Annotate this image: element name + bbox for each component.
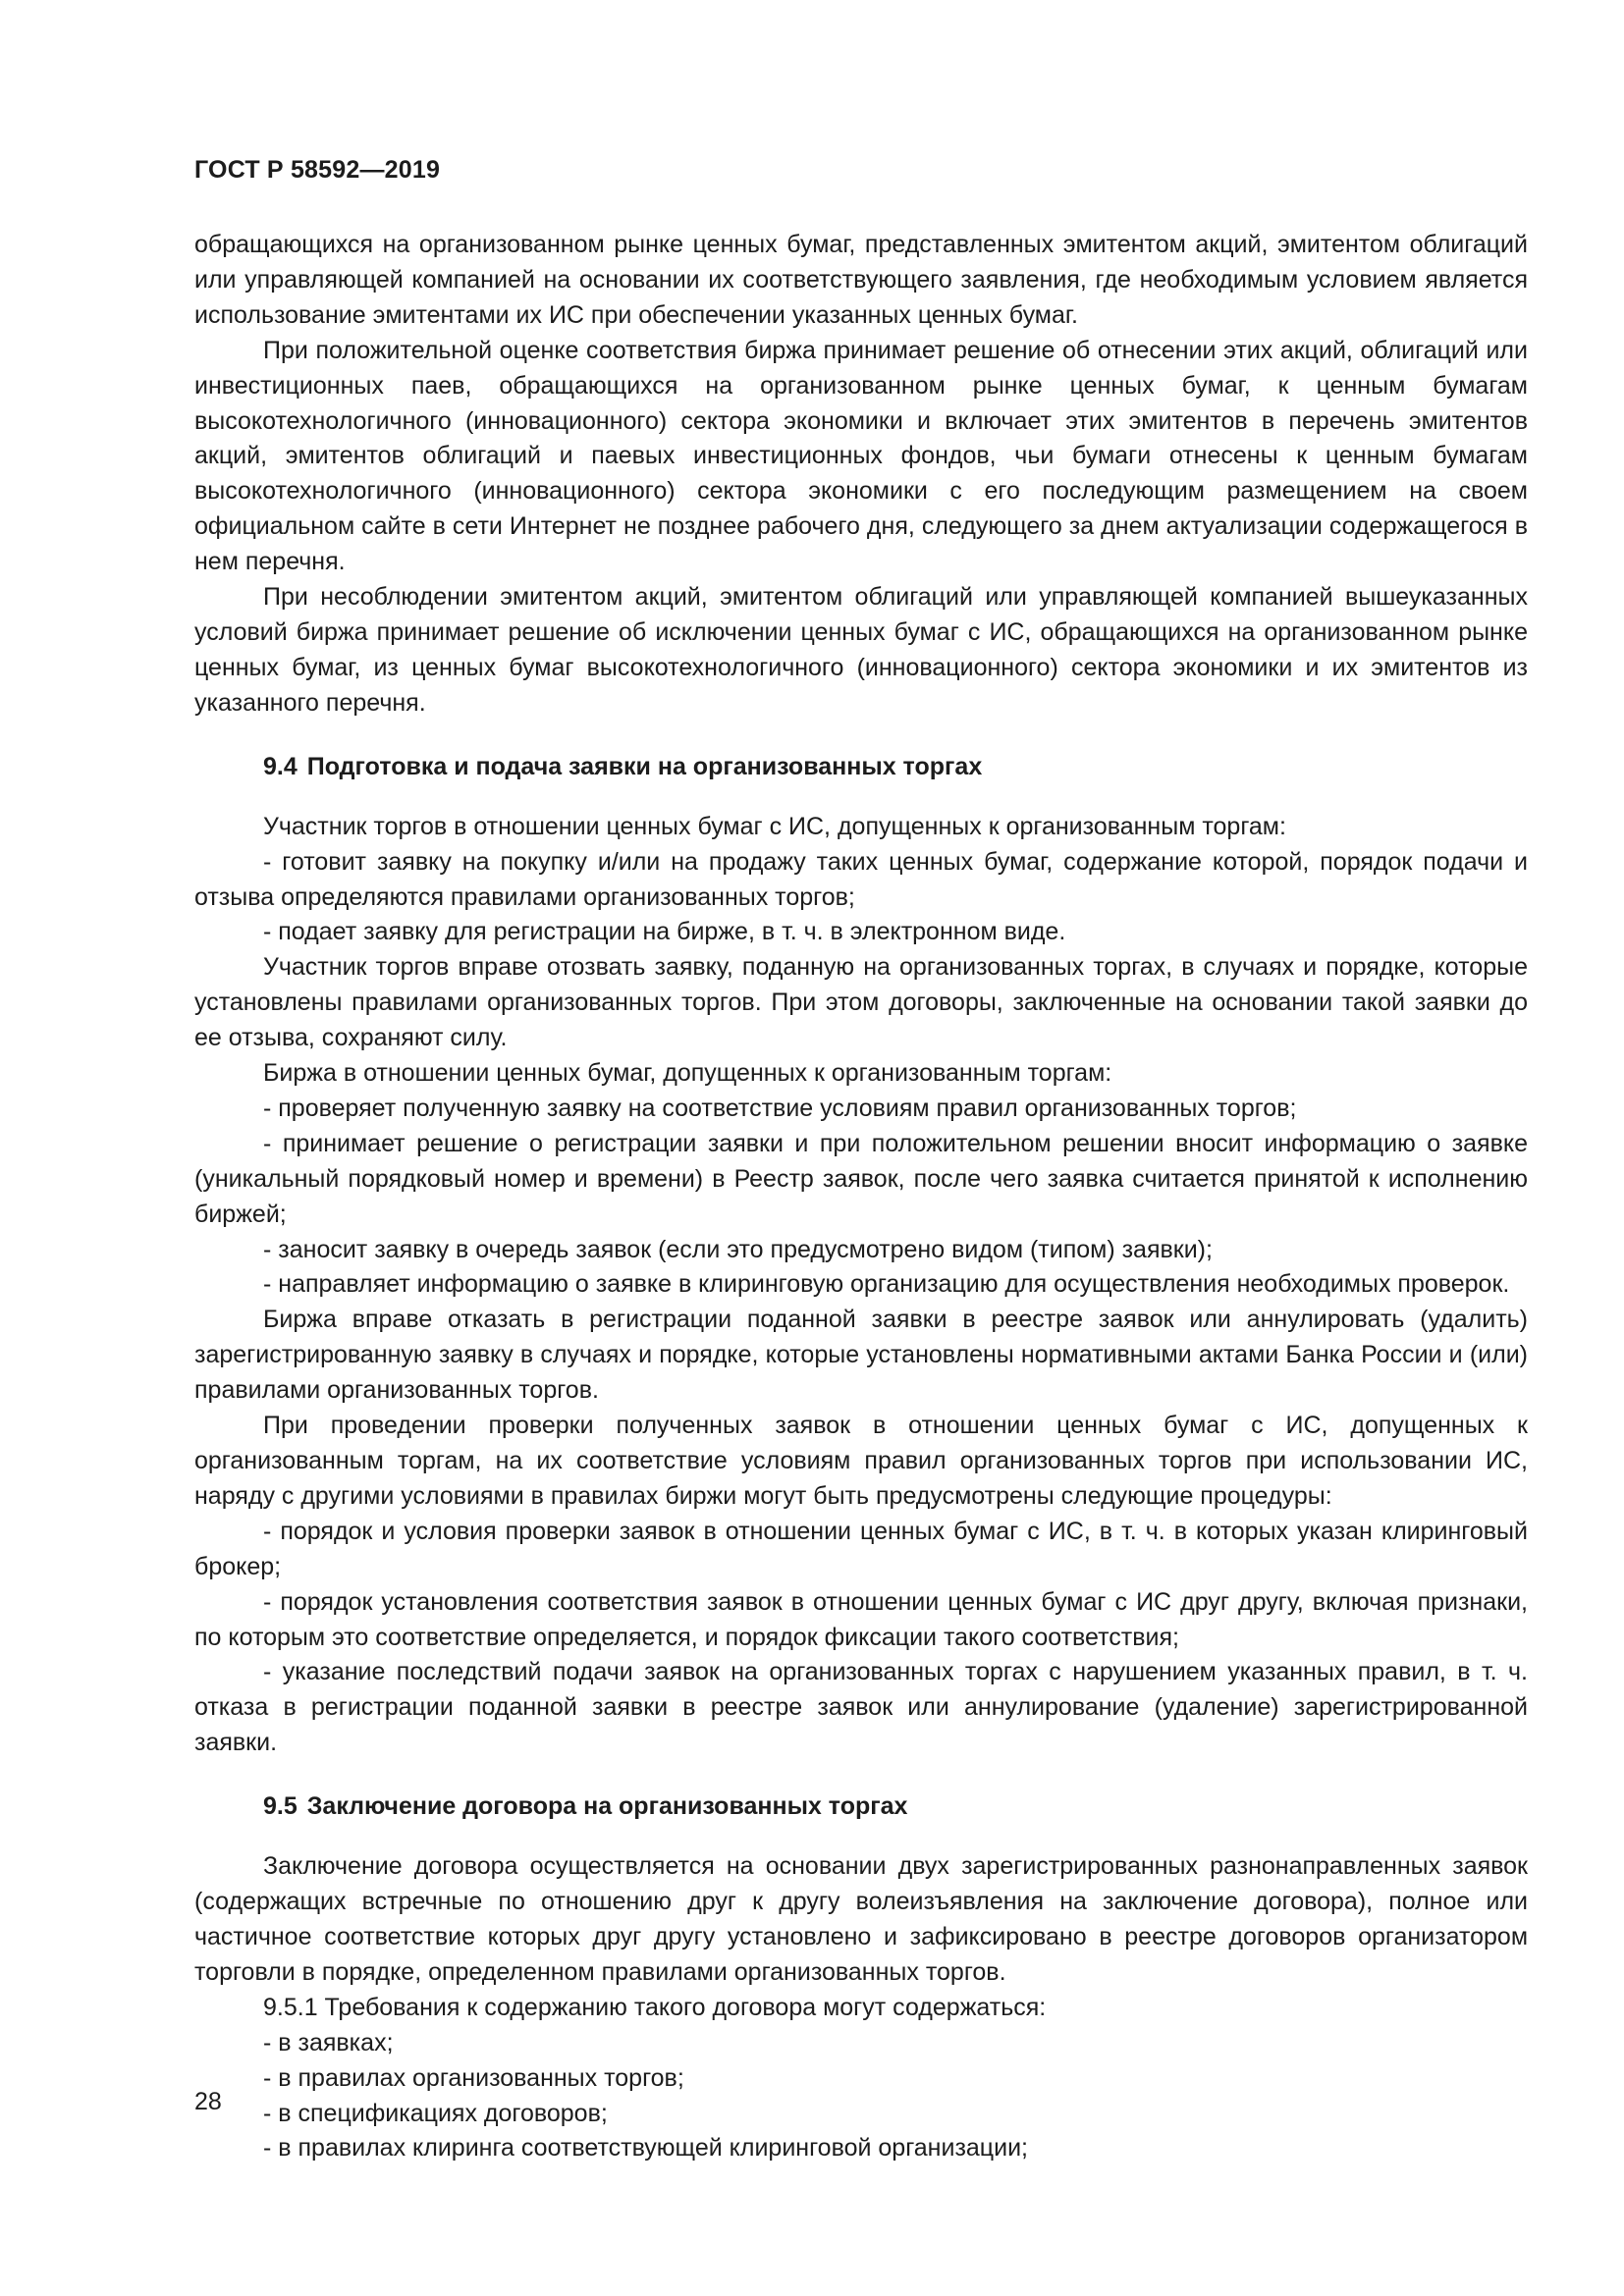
list-item: - направляет информацию о заявке в клиринговую организацию для осуществления необходимых проверок. — [263, 1270, 1510, 1299]
paragraph: Участник торгов вправе отозвать заявку, поданную на организованных торгах, в случаях и порядке, которые установлены правилами организованных торгов. При этом договоры, заключенные на основании такой заявки до ее отзыва, сохраняют силу. — [194, 953, 1528, 1052]
section-heading-9-5 — [194, 1789, 1528, 1824]
section-number: 9.5 — [263, 1792, 298, 1821]
list-item: - в спецификациях договоров; — [263, 2099, 608, 2127]
clause: 9.5.1 Требования к содержанию такого договора могут содержаться: — [263, 1993, 1047, 2021]
list-item: - проверяет полученную заявку на соответствие условиям правил организованных торгов; — [263, 1094, 1297, 1122]
section-number: 9.4 — [263, 752, 298, 780]
list-item: - готовит заявку на покупку и/или на продажу таких ценных бумаг, содержание которой, порядок подачи и отзыва определяются правилами организованных торгов; — [194, 847, 1528, 911]
list-item: - указание последствий подачи заявок на организованных торгах с нарушением указанных правил, в т. ч. отказа в регистрации поданной заявки в реестре заявок или аннулирование (удаление) зарегистрированной заявки. — [194, 1658, 1528, 1757]
document-page — [194, 0, 1528, 2296]
page-number: 28 — [194, 2088, 222, 2115]
list-item: - порядок установления соответствия заявок в отношении ценных бумаг с ИС друг другу, включая признаки, по которым это соответствие определяется, и порядок фиксации такого соответствия; — [194, 1587, 1528, 1651]
list-item: - заносит заявку в очередь заявок (если это предусмотрено видом (типом) заявки); — [263, 1235, 1213, 1263]
paragraph: При несоблюдении эмитентом акций, эмитентом облигаций или управляющей компанией вышеуказанных условий биржа принимает решение об исключении ценных бумаг с ИС, обращающихся на организованном рынке ценных бумаг, из ценных бумаг высокотехнологичного (инновационного) сектора экономики и их эмитентов из указанного перечня. — [194, 583, 1528, 717]
paragraph: Биржа в отношении ценных бумаг, допущенных к организованным торгам: — [263, 1059, 1112, 1088]
list-item: - в заявках; — [263, 2028, 394, 2056]
list-item: - в правилах организованных торгов; — [263, 2063, 684, 2092]
list-item: - порядок и условия проверки заявок в отношении ценных бумаг с ИС, в т. ч. в которых указан клиринговый брокер; — [194, 1517, 1528, 1580]
paragraph: обращающихся на организованном рынке ценных бумаг, представленных эмитентом акций, эмитентом облигаций или управляющей компанией на основании их соответствующего заявления, где необходимым условием является использование эмитентами их ИС при обеспечении указанных ценных бумаг. — [194, 231, 1528, 329]
list-item: - подает заявку для регистрации на бирже, в т. ч. в электронном виде. — [263, 918, 1066, 946]
paragraph: При положительной оценке соответствия биржа принимает решение об отнесении этих акций, облигаций или инвестиционных паев, обращающихся на организованном рынке ценных бумаг, к ценным бумагам высокотехнологичного (инновационного) сектора экономики и включает этих эмитентов в перечень эмитентов акций, эмитентов облигаций и паевых инвестиционных фондов, чьи бумаги отнесены к ценным бумагам высокотехнологичного (инновационного) сектора экономики с его последующим размещением на своем официальном сайте в сети Интернет не позднее рабочего дня, следующего за днем актуализации содержащегося в нем перечня. — [194, 336, 1528, 576]
list-item: - принимает решение о регистрации заявки и при положительном решении вносит информацию о заявке (уникальный порядковый номер и времени) в Реестр заявок, после чего заявка считается принятой к исполнению биржей; — [194, 1129, 1528, 1228]
paragraph: Участник торгов в отношении ценных бумаг с ИС, допущенных к организованным торгам: — [263, 812, 1286, 840]
paragraph: Биржа вправе отказать в регистрации поданной заявки в реестре заявок или аннулировать (удалить) зарегистрированную заявку в случаях и порядке, которые установлены нормативными актами Банка России и (или) правилами организованных торгов. — [194, 1306, 1528, 1405]
document-header: ГОСТ Р 58592—2019 — [194, 156, 441, 184]
document-body — [194, 228, 1528, 2166]
paragraph: При проведении проверки полученных заявок в отношении ценных бумаг с ИС, допущенных к организованным торгам, на их соответствие условиям правил организованных торгов при использовании ИС, наряду с другими условиями в правилах биржи могут быть предусмотрены следующие процедуры: — [194, 1412, 1528, 1510]
paragraph: Заключение договора осуществляется на основании двух зарегистрированных разнонаправленных заявок (содержащих встречные по отношению друг к другу волеизъявления на заключение договора), полное или частичное соответствие которых друг другу установлено и зафиксировано в реестре договоров организатором торговли в порядке, определенном правилами организованных торгов. — [194, 1852, 1528, 1986]
section-title: Подготовка и подача заявки на организованных торгах — [306, 752, 983, 780]
section-heading-9-4 — [194, 749, 1528, 784]
list-item: - в правилах клиринга соответствующей клиринговой организации; — [263, 2134, 1029, 2163]
section-title: Заключение договора на организованных торгах — [306, 1792, 908, 1821]
